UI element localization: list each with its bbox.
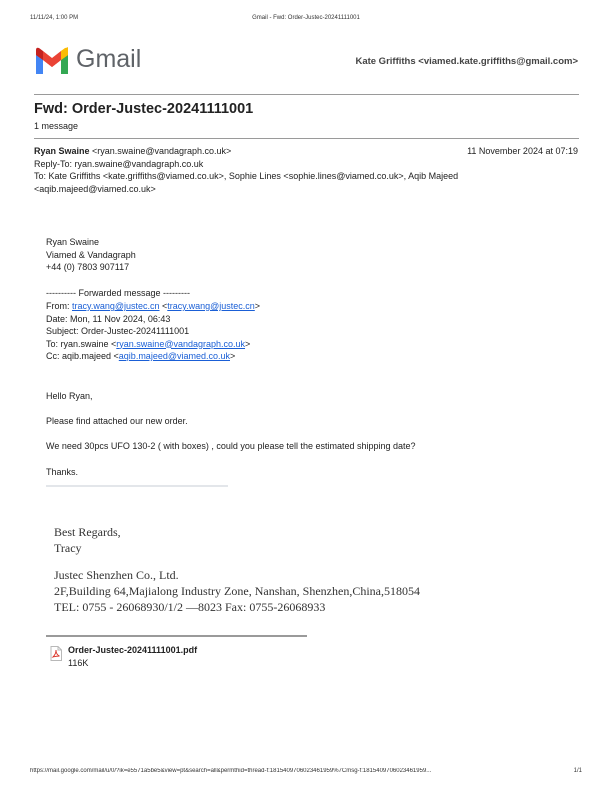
recipients-line2: <aqib.majeed@viamed.co.uk>	[34, 183, 156, 194]
subject-divider	[34, 138, 579, 139]
from-link[interactable]: tracy.wang@justec.cn	[72, 301, 160, 311]
forwarded-subject: Subject: Order-Justec-20241111001	[46, 326, 190, 336]
from-open: <	[159, 301, 168, 311]
recipients-line1: To: Kate Griffiths <kate.griffiths@viamed.co.uk>, Sophie Lines <sophie.lines@viamed.co.uk>, Aqib Majeed	[34, 171, 459, 181]
to-label: To: ryan.swaine <	[46, 338, 117, 349]
from-link-2[interactable]: tracy.wang@justec.cn	[167, 301, 255, 311]
forwarded-date: Date: Mon, 11 Nov 2024, 06:43	[46, 313, 171, 324]
signature-company: Viamed & Vandagraph	[46, 249, 136, 260]
cc-label: Cc: aqib.majeed <	[46, 351, 119, 361]
to-close: >	[245, 338, 251, 349]
gmail-logo-icon	[34, 47, 70, 74]
forwarded-to	[46, 338, 250, 351]
sender-company: Justec Shenzhen Co., Ltd.	[54, 568, 179, 582]
from-label: From:	[46, 301, 72, 311]
print-page-number: 1/1	[573, 768, 582, 774]
print-page-title: Gmail - Fwd: Order-Justec-20241111001	[252, 15, 360, 21]
body-thanks: Thanks.	[46, 467, 79, 477]
body-line1: Please find attached our new order.	[46, 416, 188, 426]
print-datetime: 11/11/24, 1:00 PM	[30, 15, 79, 21]
sender-name: Ryan Swaine	[34, 146, 90, 156]
sender-email: <ryan.swaine@vandagraph.co.uk>	[92, 146, 232, 156]
forwarded-from	[46, 300, 260, 313]
body-greeting: Hello Ryan,	[46, 391, 93, 401]
sender-first-name: Tracy	[54, 541, 82, 555]
from-close: >	[254, 301, 261, 311]
account-email: Kate Griffiths <viamed.kate.griffiths@gmail.com>	[355, 56, 578, 67]
thread-subject: Fwd: Order-Justec-20241111001	[34, 101, 254, 117]
gmail-logo-text: Gmail	[76, 45, 142, 73]
forwarded-cc	[46, 350, 235, 363]
header-divider	[34, 94, 579, 95]
reply-to: Reply-To: ryan.swaine@vandagraph.co.uk	[34, 158, 204, 169]
cc-link[interactable]: aqib.majeed@viamed.co.uk	[118, 351, 230, 361]
signature-divider	[46, 485, 228, 487]
message-count: 1 message	[34, 121, 79, 131]
sender-tel: TEL: 0755 - 26068930/1/2 —8023 Fax: 0755-26068933	[54, 600, 326, 614]
sender-address: 2F,Building 64,Majialong Industry Zone, Nanshan, Shenzhen,China,518054	[54, 584, 420, 598]
attachment-divider	[46, 635, 307, 637]
pdf-icon	[50, 646, 62, 661]
signature-name: Ryan Swaine	[46, 237, 100, 247]
forwarded-divider: ---------- Forwarded message ---------	[46, 288, 190, 298]
body-line2: We need 30pcs UFO 130-2 ( with boxes) , could you please tell the estimated shipping date?	[46, 441, 416, 451]
message-sender	[34, 145, 231, 158]
to-link[interactable]: ryan.swaine@vandagraph.co.uk	[116, 338, 246, 349]
regards: Best Regards,	[54, 525, 121, 539]
print-url: https://mail.google.com/mail/u/0/?ik=e5571a5be5&view=pt&search=all&permthid=thread-f:1815409706023461959%7Cmsg-f:1815409706023461959...	[30, 768, 432, 774]
attachment-size: 116K	[68, 657, 89, 668]
attachment-filename[interactable]: Order-Justec-20241111001.pdf	[68, 645, 198, 655]
cc-close: >	[230, 351, 236, 361]
signature-phone: +44 (0) 7803 907117	[46, 262, 130, 272]
message-date: 11 November 2024 at 07:19	[467, 146, 578, 156]
